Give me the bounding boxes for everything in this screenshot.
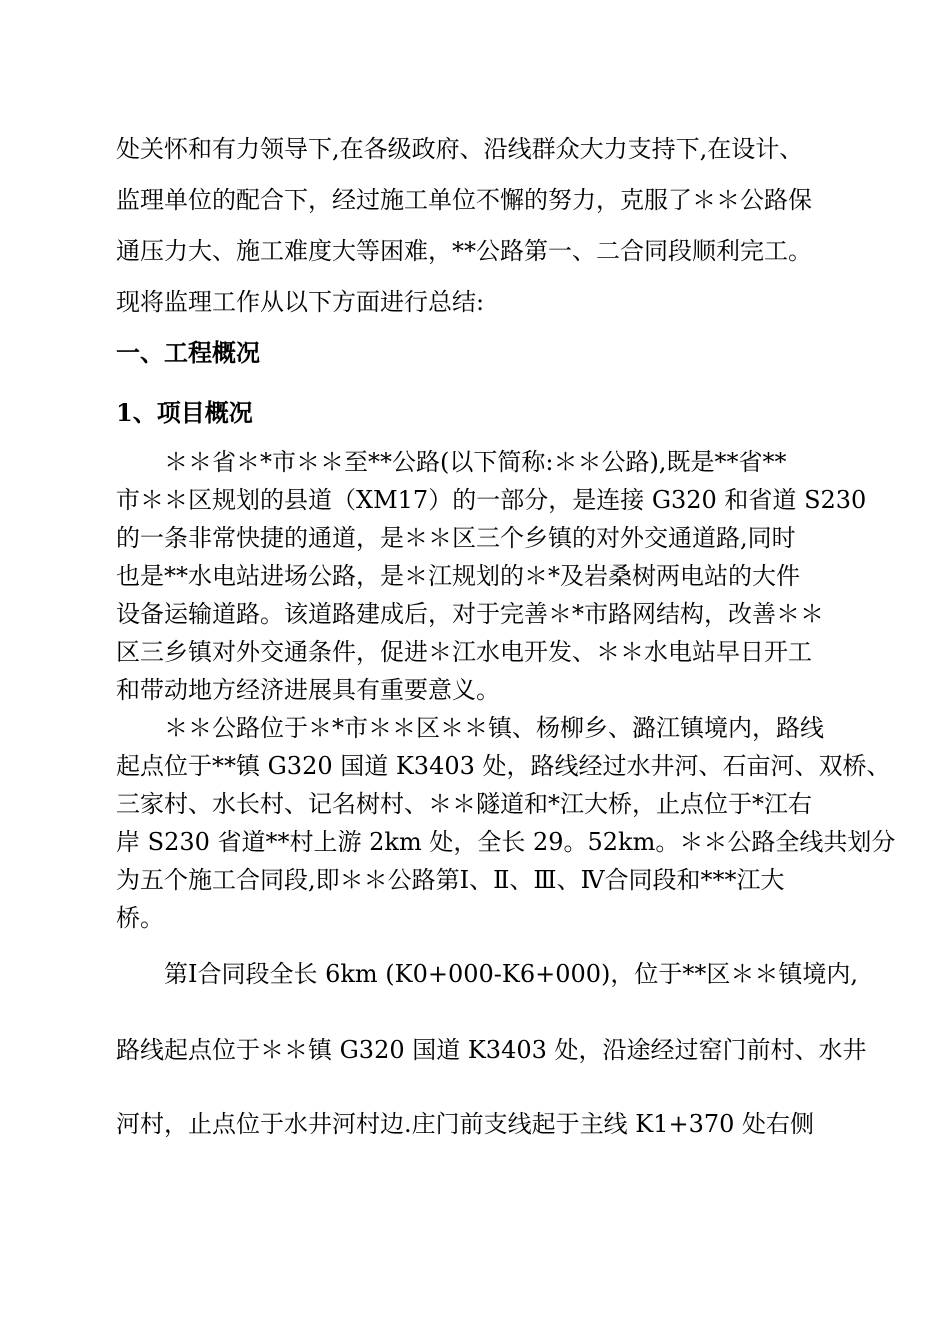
para1-line-7: 和带动地方经济进展具有重要意义。 bbox=[116, 676, 500, 704]
para1-line-4: 也是**水电站进场公路，是＊江规划的＊*及岩桑树两电站的大件 bbox=[116, 562, 800, 590]
subsection-heading: 1、项目概况 bbox=[116, 398, 253, 427]
intro-line-4: 现将监理工作从以下方面进行总结: bbox=[116, 288, 485, 316]
para2-line-4: 岸 S230 省道**村上游 2km 处，全长 29。52km。＊＊公路全线共划分 bbox=[116, 828, 896, 856]
para2-line-1: ＊＊公路位于＊*市＊＊区＊＊镇、杨柳乡、潞江镇境内，路线 bbox=[164, 714, 824, 742]
para3-line-1: 第Ⅰ合同段全长 6km (K0+000-K6+000)，位于**区＊＊镇境内, bbox=[164, 960, 859, 988]
para2-line-6: 桥。 bbox=[116, 904, 164, 932]
intro-line-3: 通压力大、施工难度大等困难，**公路第一、二合同段顺利完工。 bbox=[116, 237, 812, 265]
intro-line-2: 监理单位的配合下，经过施工单位不懈的努力，克服了＊＊公路保 bbox=[116, 186, 812, 214]
para1-line-2: 市＊＊区规划的县道（XM17）的一部分，是连接 G320 和省道 S230 bbox=[116, 486, 867, 514]
para3-line-2: 路线起点位于＊＊镇 G320 国道 K3403 处，沿途经过窑门前村、水井 bbox=[116, 1036, 867, 1064]
para3-line-3: 河村，止点位于水井河村边.庄门前支线起于主线 K1+370 处右侧 bbox=[116, 1110, 815, 1138]
para2-line-2: 起点位于**镇 G320 国道 K3403 处，路线经过水井河、石亩河、双桥、 bbox=[116, 752, 891, 780]
section-heading: 一、工程概况 bbox=[116, 338, 260, 367]
para2-line-5: 为五个施工合同段,即＊＊公路第Ⅰ、Ⅱ、Ⅲ、Ⅳ合同段和***江大 bbox=[116, 866, 785, 894]
para1-line-6: 区三乡镇对外交通条件，促进＊江水电开发、＊＊水电站早日开工 bbox=[116, 638, 812, 666]
para1-line-5: 设备运输道路。该道路建成后，对于完善＊*市路网结构，改善＊＊ bbox=[116, 600, 824, 628]
para1-line-1: ＊＊省＊*市＊＊至**公路(以下简称:＊＊公路),既是**省** bbox=[164, 448, 787, 476]
para1-line-3: 的一条非常快捷的通道，是＊＊区三个乡镇的对外交通道路,同时 bbox=[116, 524, 796, 552]
para2-line-3: 三家村、水长村、记名树村、＊＊隧道和*江大桥，止点位于*江右 bbox=[116, 790, 812, 818]
intro-line-1: 处关怀和有力领导下,在各级政府、沿线群众大力支持下,在设计、 bbox=[116, 135, 804, 163]
